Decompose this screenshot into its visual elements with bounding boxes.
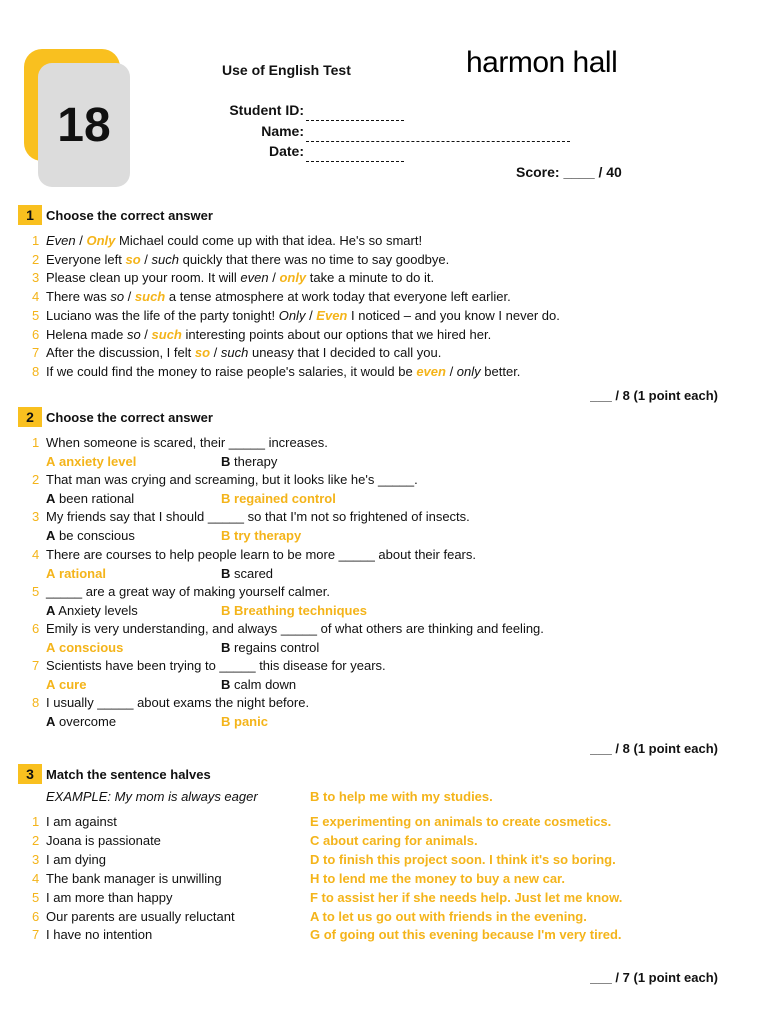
item-number: 5 (32, 889, 40, 905)
list-item: 8 If we could find the money to raise people's salaries, it would be even / only better. (32, 363, 521, 379)
question-text: My friends say that I should _____ so that I'm not so frightened of insects. (46, 509, 470, 525)
option-a[interactable] (46, 566, 106, 581)
option-text: been rational (59, 491, 135, 507)
item-number: 2 (32, 251, 40, 267)
option-b[interactable] (221, 603, 367, 618)
option-letter: B (221, 491, 231, 507)
option-b[interactable]: such (134, 289, 166, 305)
section-3-number: 3 (18, 764, 42, 784)
option-b[interactable] (221, 714, 268, 729)
date-field[interactable] (306, 161, 404, 162)
date-label: Date: (268, 143, 304, 159)
option-text: Breathing techniques (234, 602, 367, 618)
item-number: 1 (32, 814, 40, 829)
option-b[interactable]: such (220, 345, 249, 361)
section-3-points: ___ / 7 (1 point each) (590, 970, 718, 985)
item-number: 6 (32, 621, 40, 636)
option-a[interactable] (46, 677, 86, 692)
match-right: C about caring for animals. (310, 832, 478, 848)
option-text: conscious (59, 640, 124, 655)
option-letter: A (46, 677, 56, 693)
option-text: panic (234, 714, 268, 730)
list-item: 4 There was so / such a tense atmosphere at work today that everyone left earlier. (32, 289, 511, 305)
option-b[interactable]: Even (316, 307, 348, 323)
item-text-post: a tense atmosphere at work today that everyone left earlier. (168, 289, 511, 305)
option-letter: A (46, 602, 56, 618)
option-text: Anxiety levels (58, 602, 138, 618)
option-letter: B (221, 528, 231, 544)
item-number: 6 (32, 326, 40, 342)
item-number: 4 (32, 546, 40, 562)
item-number: 2 (32, 832, 40, 848)
item-number: 4 (32, 289, 40, 305)
option-text: overcome (59, 714, 117, 730)
section-2-points: ___ / 8 (1 point each) (590, 741, 718, 756)
option-a[interactable]: even (416, 363, 446, 379)
option-a[interactable] (46, 454, 136, 469)
item-text-pre: Everyone left (46, 251, 122, 267)
option-b[interactable]: Only (86, 233, 116, 248)
match-left-text: I am more than happy (46, 889, 173, 905)
option-b[interactable] (221, 454, 277, 469)
item-text-post: better. (484, 363, 521, 379)
match-left (32, 927, 152, 942)
option-a[interactable] (46, 640, 123, 655)
item-number: 3 (32, 851, 40, 867)
option-b[interactable] (221, 491, 336, 506)
option-a[interactable]: so (125, 251, 141, 267)
option-a[interactable] (46, 714, 116, 729)
test-title: Use of English Test (222, 62, 351, 78)
match-right: E experimenting on animals to create cosmetics. (310, 814, 612, 829)
question (32, 472, 418, 487)
item-number: 7 (32, 345, 40, 361)
option-text: anxiety level (59, 454, 137, 469)
section-2-title: Choose the correct answer (46, 410, 213, 425)
question-text: _____ are a great way of making yourself calmer. (46, 583, 330, 599)
item-number: 7 (32, 927, 40, 943)
option-letter: A (46, 454, 56, 469)
option-text: regained control (234, 491, 336, 507)
option-b[interactable]: such (151, 326, 182, 342)
question-text: There are courses to help people learn to be more _____ about their fears. (46, 546, 476, 562)
question (32, 584, 330, 599)
option-b[interactable] (221, 677, 296, 692)
match-left (32, 871, 222, 886)
item-text-pre: There was (46, 289, 107, 305)
option-text: be conscious (59, 528, 135, 544)
item-number: 1 (32, 435, 40, 450)
list-item: 3 Please clean up your room. It will even / only take a minute to do it. (32, 270, 435, 286)
option-letter: B (221, 565, 231, 581)
question-text: Emily is very understanding, and always _____ of what others are thinking and feeling. (46, 621, 544, 636)
item-number: 8 (32, 363, 40, 379)
option-text: scared (234, 565, 274, 581)
student-id-field[interactable] (306, 120, 404, 121)
match-right: G of going out this evening because I'm very tired. (310, 927, 622, 943)
item-number: 4 (32, 870, 40, 886)
question (32, 435, 328, 450)
option-a[interactable]: Even (46, 233, 76, 248)
option-text: regains control (234, 640, 320, 655)
option-letter: A (46, 491, 56, 507)
option-letter: B (221, 454, 231, 469)
option-b[interactable] (221, 640, 319, 655)
question (32, 547, 476, 562)
option-text: calm down (234, 677, 297, 693)
item-text-post: take a minute to do it. (309, 270, 435, 286)
item-text-pre: After the discussion, I felt (46, 345, 192, 361)
option-letter: A (46, 528, 56, 544)
match-left-text: I am against (46, 814, 117, 829)
item-text-post: interesting points about our options that we hired her. (185, 326, 492, 342)
match-right: H to lend me the money to buy a new car. (310, 870, 565, 886)
match-left-text: Joana is passionate (46, 832, 161, 848)
option-a[interactable]: even (240, 270, 269, 286)
option-text: therapy (234, 454, 278, 469)
option-text: try therapy (234, 528, 302, 544)
option-a[interactable]: so (194, 345, 211, 361)
item-number: 8 (32, 695, 40, 711)
match-left (32, 909, 235, 924)
section-1-number: 1 (18, 205, 42, 225)
option-letter: B (221, 677, 231, 693)
item-text-pre: If we could find the money to raise people's salaries, it would be (46, 363, 413, 379)
question (32, 695, 309, 710)
brand-logo: harmon hall (466, 46, 618, 79)
item-text-pre: Luciano was the life of the party tonight! (46, 307, 276, 323)
question-text: Scientists have been trying to _____ this disease for years. (46, 658, 386, 674)
list-item: 6 Helena made so / such interesting points about our options that we hired her. (32, 326, 492, 342)
item-number: 3 (32, 270, 40, 286)
match-left (32, 890, 172, 905)
option-letter: B (221, 714, 231, 730)
option-b[interactable]: only (456, 363, 481, 379)
option-a[interactable] (46, 491, 134, 506)
item-text-post: quickly that there was no time to say goodbye. (182, 251, 450, 267)
name-field[interactable] (306, 141, 570, 142)
option-a[interactable]: Only (278, 307, 306, 323)
option-b[interactable] (221, 566, 273, 581)
item-text-pre: Helena made (46, 326, 124, 342)
option-letter: B (221, 602, 231, 618)
option-letter: A (46, 714, 56, 730)
option-letter: A (46, 565, 56, 581)
item-text-post: I noticed – and you know I never do. (351, 307, 560, 323)
option-a[interactable] (46, 603, 138, 618)
match-left-text: Our parents are usually reluctant (46, 908, 235, 924)
item-number: 5 (32, 583, 40, 599)
item-number: 6 (32, 908, 40, 924)
section-1-points: ___ / 8 (1 point each) (590, 388, 718, 403)
option-b[interactable]: only (279, 270, 307, 286)
option-letter: A (46, 640, 56, 655)
list-item: 1 Even / Only Michael could come up with that idea. He's so smart! (32, 233, 423, 248)
match-right: A to let us go out with friends in the evening. (310, 908, 587, 924)
option-letter: B (221, 640, 231, 655)
item-text-pre: Please clean up your room. It will (46, 270, 237, 286)
question (32, 658, 386, 673)
item-number: 2 (32, 472, 40, 488)
item-number: 7 (32, 658, 40, 674)
match-right: D to finish this project soon. I think it's so boring. (310, 851, 616, 867)
test-number-badge (38, 63, 130, 187)
item-text-post: uneasy that I decided to call you. (251, 345, 442, 361)
question (32, 621, 544, 636)
name-label: Name: (261, 123, 304, 139)
option-a[interactable]: so (126, 326, 141, 342)
list-item: 2 Everyone left so / such quickly that there was no time to say goodbye. (32, 251, 450, 267)
option-b[interactable] (221, 528, 301, 543)
section-3-title: Match the sentence halves (46, 767, 211, 782)
option-text: cure (59, 677, 87, 693)
example-left: EXAMPLE: My mom is always eager (46, 789, 258, 804)
list-item: 5 Luciano was the life of the party tonight! Only / Even I noticed – and you know I never do. (32, 307, 560, 323)
question-text: When someone is scared, their _____ increases. (46, 435, 328, 450)
item-number: 5 (32, 307, 40, 323)
question (32, 509, 470, 524)
item-number: 3 (32, 509, 40, 525)
option-b[interactable]: such (151, 251, 179, 267)
option-a[interactable]: so (110, 289, 125, 305)
score-label: Score: ____ / 40 (516, 164, 622, 180)
test-number: 18 (57, 98, 111, 152)
match-left (32, 852, 106, 867)
section-1-title: Choose the correct answer (46, 208, 213, 223)
question-text: I usually _____ about exams the night before. (46, 695, 310, 711)
student-id-label: Student ID: (229, 102, 304, 118)
option-text: rational (59, 565, 106, 581)
item-text-post: Michael could come up with that idea. He's so smart! (119, 233, 423, 248)
match-left-text: I have no intention (46, 927, 153, 943)
match-left-text: The bank manager is unwilling (46, 870, 222, 886)
list-item: 7 After the discussion, I felt so / such uneasy that I decided to call you. (32, 345, 442, 361)
example-right: B to help me with my studies. (310, 789, 493, 804)
match-left (32, 833, 161, 848)
match-left (32, 814, 117, 829)
match-right: F to assist her if she needs help. Just let me know. (310, 889, 623, 905)
section-2-number: 2 (18, 407, 42, 427)
question-text: That man was crying and screaming, but it looks like he's _____. (46, 472, 418, 488)
item-number: 1 (32, 233, 40, 248)
option-a[interactable] (46, 528, 135, 543)
match-left-text: I am dying (46, 851, 106, 867)
